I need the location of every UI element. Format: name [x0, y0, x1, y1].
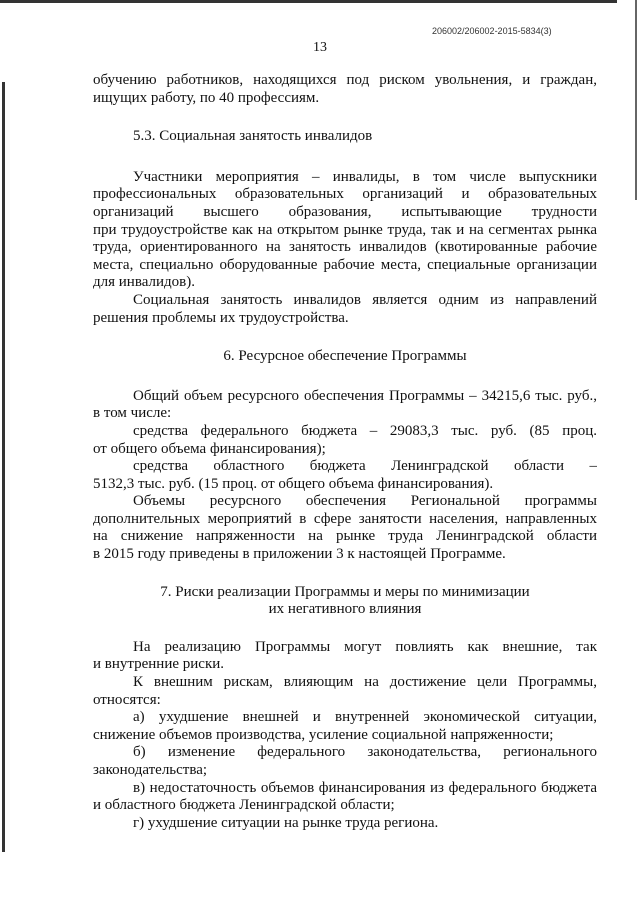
section-heading: 7. Риски реализации Программы и меры по минимизации — [160, 583, 530, 600]
text-line: в) недостаточность объемов финансирования из федерального бюджета — [133, 779, 597, 796]
text-line: труда, ориентированного на занятость инвалидов (квотированные рабочие — [93, 239, 597, 256]
scan-edge-mark — [635, 0, 637, 200]
text-line: и внутренние риски. — [93, 656, 225, 673]
text-line: Социальная занятость инвалидов является одним из направлений — [133, 291, 597, 308]
text-line: ищущих работу, по 40 профессиям. — [93, 89, 320, 106]
text-line: для инвалидов). — [93, 274, 195, 291]
text-line: На реализацию Программы могут повлиять как внешние, так — [133, 638, 597, 655]
text-line: в том числе: — [93, 405, 172, 422]
document-id: 206002/206002-2015-5834(3) — [432, 26, 552, 36]
page-body — [93, 72, 597, 832]
text-line: законодательства; — [93, 762, 208, 778]
text-line: 5132,3 тыс. руб. (15 проц. от общего объема финансирования). — [93, 475, 494, 492]
text-line: снижение объемов производства, усиление социальной напряженности; — [93, 726, 554, 743]
text-line: относятся: — [93, 691, 161, 708]
text-line: в 2015 году приведены в приложении 3 к настоящей Программе. — [93, 546, 506, 563]
text-line: г) ухудшение ситуации на рынке труда региона. — [133, 814, 439, 831]
page-number: 13 — [313, 40, 327, 55]
top-border-line — [0, 0, 617, 3]
text-line: организаций высшего образования, испытывающие трудности — [93, 203, 597, 220]
text-line: средства областного бюджета Ленинградской области – — [133, 458, 597, 475]
text-line: обучению работников, находящихся под риском увольнения, и граждан, — [93, 72, 597, 88]
text-line: профессиональных образовательных организаций и образовательных — [93, 186, 597, 203]
text-line: а) ухудшение внешней и внутренней экономической ситуации, — [133, 709, 597, 726]
text-line: дополнительных мероприятий в сфере занятости населения, направленных — [93, 510, 597, 527]
section-heading: 6. Ресурсное обеспечение Программы — [223, 348, 467, 365]
scan-margin-line — [2, 82, 5, 852]
text-line: при трудоустройстве как на открытом рынке труда, так и на сегментах рынка — [93, 221, 597, 238]
text-line: Общий объем ресурсного обеспечения Программы – 34215,6 тыс. руб., — [133, 387, 597, 404]
text-line: Объемы ресурсного обеспечения Региональной программы — [133, 493, 597, 510]
text-line: места, специально оборудованные рабочие места, специальные организации — [93, 256, 597, 273]
text-line: и областного бюджета Ленинградской области; — [93, 797, 395, 814]
text-line: на снижение напряженности на рынке труда Ленинградской области — [93, 528, 597, 545]
section-heading: 5.3. Социальная занятость инвалидов — [133, 128, 373, 145]
text-line: Участники мероприятия – инвалиды, в том числе выпускники — [133, 168, 597, 185]
text-line: средства федерального бюджета – 29083,3 тыс. руб. (85 проц. — [133, 422, 597, 439]
section-heading: их негативного влияния — [268, 601, 422, 618]
text-line: б) изменение федерального законодательства, регионального — [133, 744, 597, 761]
text-line: от общего объема финансирования); — [93, 440, 326, 457]
text-line: решения проблемы их трудоустройства. — [93, 309, 349, 326]
text-line: К внешним рискам, влияющим на достижение цели Программы, — [133, 674, 597, 691]
